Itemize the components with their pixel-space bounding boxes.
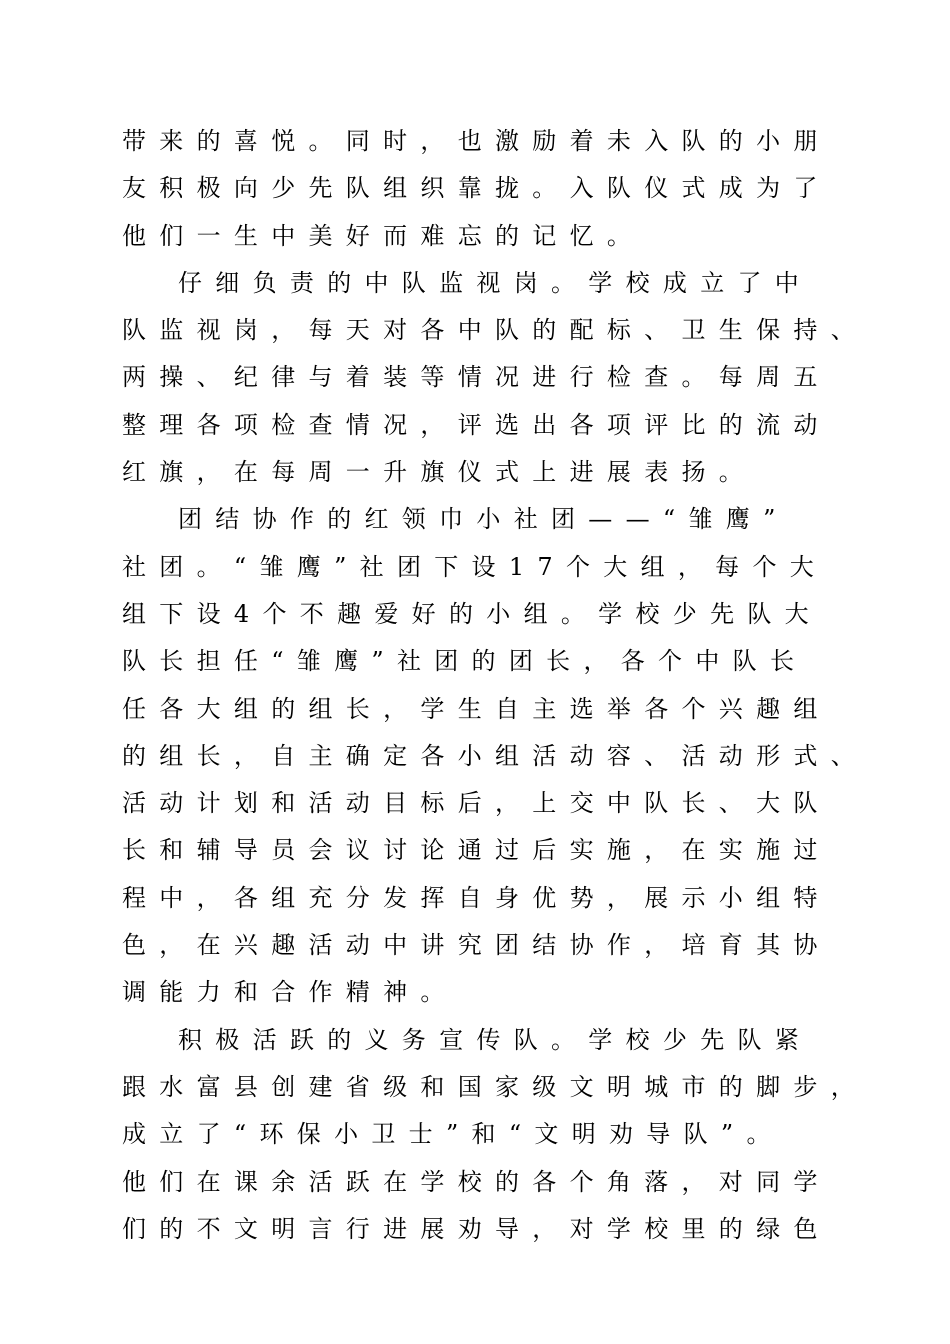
text-line: 队长担任“雏鹰”社团的团长，各个中队长 xyxy=(122,647,808,676)
text-line: 组下设4个不趣爱好的小组。学校少先队大 xyxy=(122,599,822,628)
text-line: 他们在课余活跃在学校的各个角落，对同学 xyxy=(122,1167,831,1196)
text-line: 他们一生中美好而难忘的记忆。 xyxy=(122,221,645,250)
text-line: 仔细负责的中队监视岗。学校成立了中 xyxy=(178,268,813,297)
text-line: 调能力和合作精神。 xyxy=(122,978,458,1007)
text-line: 跟水富县创建省级和国家级文明城市的脚步， xyxy=(122,1072,868,1101)
body-text xyxy=(122,118,902,1253)
text-line: 成立了“环保小卫士”和“文明劝导队”。 xyxy=(122,1120,784,1149)
text-line: 红旗，在每周一升旗仪式上进展表扬。 xyxy=(122,458,757,487)
text-line: 整理各项检查情况，评选出各项评比的流动 xyxy=(122,410,831,439)
text-line: 两操、纪律与着装等情况进行检查。每周五 xyxy=(122,363,831,392)
text-line: 们的不文明言行进展劝导，对学校里的绿色 xyxy=(122,1214,831,1243)
text-line: 活动计划和活动目标后，上交中队长、大队 xyxy=(122,789,831,818)
text-line: 积极活跃的义务宣传队。学校少先队紧 xyxy=(178,1025,813,1054)
text-line: 色，在兴趣活动中讲究团结协作，培育其协 xyxy=(122,931,831,960)
text-line: 的组长，自主确定各小组活动容、活动形式、 xyxy=(122,741,868,770)
text-line: 友积极向少先队组织靠拢。入队仪式成为了 xyxy=(122,174,831,203)
text-line: 程中，各组充分发挥自身优势，展示小组特 xyxy=(122,883,831,912)
text-line: 团结协作的红领巾小社团——“雏鹰” xyxy=(178,505,789,534)
text-line: 队监视岗，每天对各中队的配标、卫生保持、 xyxy=(122,316,868,345)
text-line: 长和辅导员会议讨论通过后实施，在实施过 xyxy=(122,836,831,865)
text-line: 社团。“雏鹰”社团下设17个大组，每个大 xyxy=(122,552,828,581)
text-line: 带来的喜悦。同时，也激励着未入队的小朋 xyxy=(122,127,831,155)
text-line: 任各大组的组长，学生自主选举各个兴趣组 xyxy=(122,694,831,723)
